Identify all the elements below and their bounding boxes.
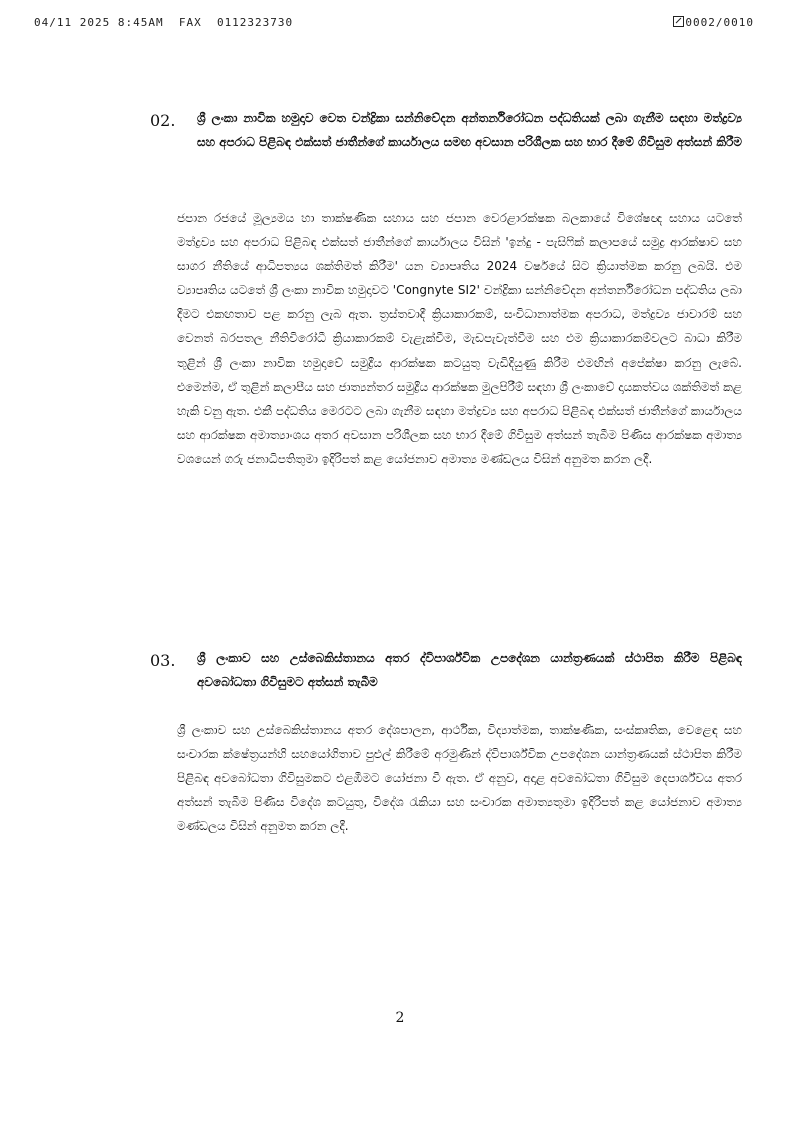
section-body: ශ්‍රී ලංකාව සහ උස්බෙකිස්තානය අතර දේශපාලන, ආර්ථික, විද්‍යාත්මක, තාක්ෂණික, සංස්කෘතික, වෙළෙඳ සහ සංචාරක ක්ෂේත්‍රයන්හි සහයෝගිතාව පුළුල් කිරීමේ අරමුණින් ද්විපාර්ශ්වික උපදේශන යාන්ත්‍රණයක් ස්ථාපිත කිරීම පිළිබඳ අවබෝධතා ගිවිසුමකට එළඹීමට යෝජනා වී ඇත. ඒ අනුව, අදාළ අවබෝධතා ගිවිසුම දෙපාර්ශ්වය අතර අත්සන් තැබීම පිණිස විදේශ කටයුතු, විදේශ රැකියා සහ සංචාරක අමාත්‍යතුමා ඉදිරිපත් කළ යෝජනාව අමාත්‍ය මණ්ඩලය විසින් අනුමත කරන ලදී. (177, 723, 742, 834)
fax-header-right (673, 16, 754, 29)
section-heading: ශ්‍රී ලංකාව සහ උස්බෙකිස්තානය අතර ද්විපාර්ශ්වික උපදේශන යාන්ත්‍රණයක් ස්ථාපිත කිරීම පිළිබඳ අවබෝධතා ගිවිසුමට අත්සන් තැබීම (197, 651, 742, 689)
section-number: 03. (150, 651, 176, 670)
page-marker-icon (673, 16, 684, 27)
section-heading: ශ්‍රී ලංකා නාවික හමුදාව වෙත චන්ද්‍රිකා සන්නිවේදන අන්තර්නිරෝධන පද්ධතියක් ලබා ගැනීම සඳහා මත්ද්‍රව්‍ය සහ අපරාධ පිළිබඳ එක්සත් ජාතීන්ගේ කාර්යාලය සමඟ අවසාන පරිශීලක සහ භාර දීමේ ගිවිසුම අත්සන් කිරීම (197, 111, 742, 149)
fax-header (34, 16, 754, 32)
section-number: 02. (150, 111, 176, 130)
fax-header-left: 04/11 2025 8:45AM FAX 0112323730 (34, 16, 294, 29)
fax-page-count: 0002/0010 (685, 16, 754, 29)
page-number: 2 (395, 1010, 405, 1026)
section-body: ජපාන රජයේ මූල්‍යමය හා තාක්ෂණික සහාය සහ ජපාන වෙරළාරක්ෂක බලකායේ විශේෂඥ සහාය යටතේ මත්ද්‍රව්‍ය සහ අපරාධ පිළිබඳ එක්සත් ජාතීන්ගේ කාර්යාලය විසින් 'ඉන්දු - පැසිෆික් කලාපයේ සමුද්‍ර ආරක්ෂාව සහ සාගර නීතියේ ආධිපත්‍යය ශක්තිමත් කිරීම' යන ව්‍යාපෘතිය 2024 වර්ෂයේ සිට ක්‍රියාත්මක කරනු ලබයි. එම ව්‍යාපෘතිය යටතේ ශ්‍රී ලංකා නාවික හමුදාවට 'Congnyte SI2' චන්ද්‍රිකා සන්නිවේදන අන්තර්නිරෝධන පද්ධතිය ලබා දීමට එකඟතාව පළ කරනු ලැබ ඇත. ත්‍රස්තවාදී ක්‍රියාකාරකම්, සංවිධානාත්මක අපරාධ, මත්ද්‍රව්‍ය ජාවාරම් සහ වෙනත් බරපතල නීතිවිරෝධී ක්‍රියාකාරකම් වැළැක්වීම, මැඩපැවැත්වීම සහ එම ක්‍රියාකාරකම්වලට බාධා කිරීම තුළින් ශ්‍රී ලංකා නාවික හමුදාවේ සමුද්‍රීය ආරක්ෂක කටයුතු වැඩිදියුණු කිරීම එමඟින් අපේක්ෂා කරනු ලැබේ. එමෙන්ම, ඒ තුළින් කලාපීය සහ ජාත්‍යන්තර සමුද්‍රීය ආරක්ෂක මුලපිරීම් සඳහා ශ්‍රී ලංකාවේ දායකත්වය ශක්තිමත් කළ හැකි වනු ඇත. එකී පද්ධතිය මෙරටට ලබා ගැනීම සඳහා මත්ද්‍රව්‍ය සහ අපරාධ පිළිබඳ එක්සත් ජාතීන්ගේ කාර්යාලය සහ ආරක්ෂක අමාත්‍යාංශය අතර අවසාන පරිශීලක සහ භාර දීමේ ගිවිසුම අත්සන් තැබීම පිණිස ආරක්ෂක අමාත්‍ය වශයෙන් ගරු ජනාධිපතිතුමා ඉදිරිපත් කළ යෝජනාව අමාත්‍ය මණ්ඩලය විසින් අනුමත කරන ලදී. (177, 211, 742, 466)
